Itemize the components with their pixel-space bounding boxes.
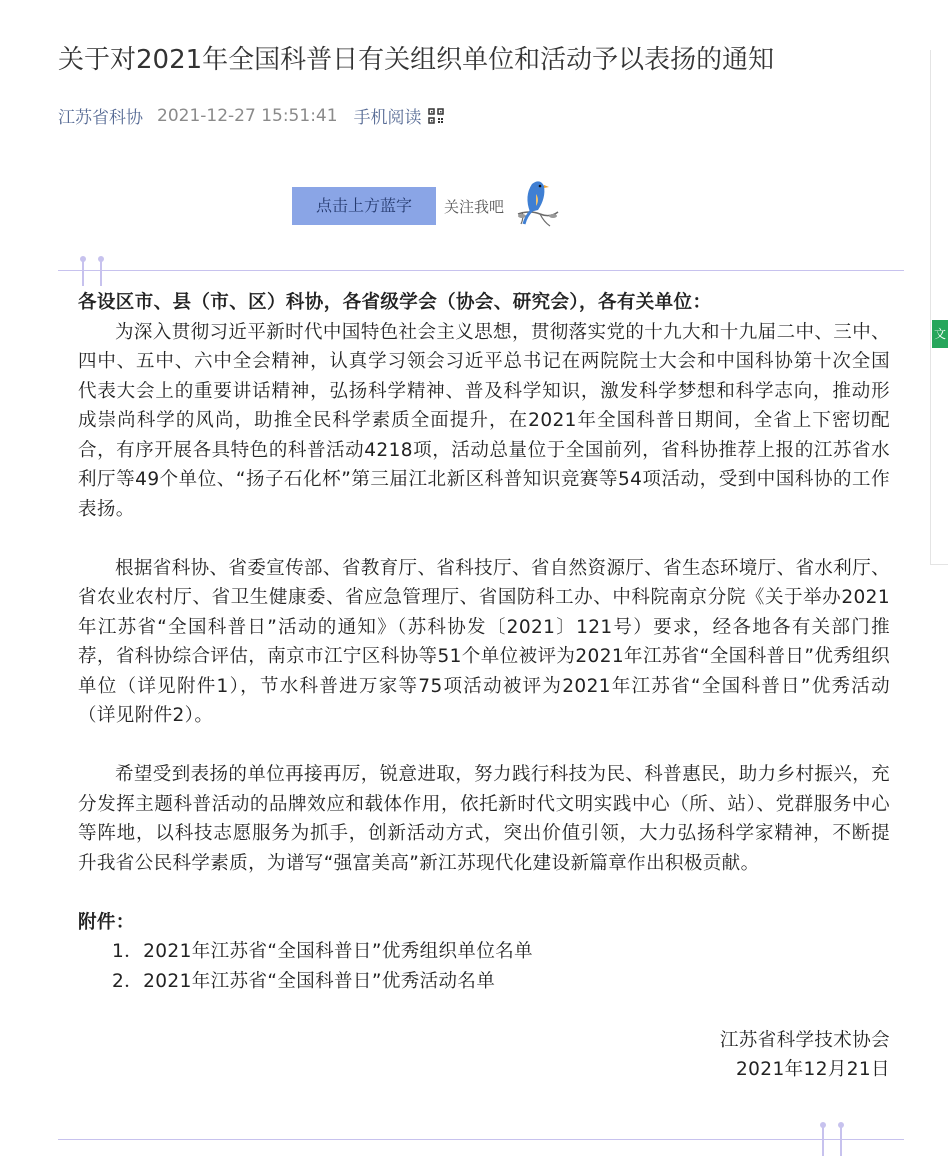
attachments-title: 附件： [78, 911, 135, 933]
follow-banner [292, 186, 560, 226]
author-link[interactable]: 江苏省科协 [58, 108, 143, 128]
bottom-pin-left [822, 1124, 824, 1156]
body-paragraph-2: 根据省科协、省委宣传部、省教育厅、省科技厅、省自然资源厅、省生态环境厅、省水利厅、省农业农村厅、省卫生健康委、省应急管理厅、省国防科工办、中科院南京分院《关于举办2021年江苏省“全国科普日”活动的通知》（苏科协发〔2021〕121号）要求，经各地各有关部门推荐，省科协综合评估，南京市江宁区科协等51个单位被评为2021年江苏省“全国科普日”优秀组织单位（详见附件1），节水科普进万家等75项活动被评为2021年江苏省“全国科普日”优秀活动（详见附件2）。 [78, 557, 890, 726]
bottom-pin-right [840, 1124, 842, 1156]
article-meta [58, 103, 444, 128]
bottom-divider [58, 1139, 904, 1140]
body-paragraph-3: 希望受到表扬的单位再接再厉，锐意进取，努力践行科技为民、科普惠民，助力乡村振兴，充分发挥主题科普活动的品牌效应和载体作用，依托新时代文明实践中心（所、站）、党群服务中心等阵地，以科技志愿服务为抓手，创新活动方式，突出价值引领，大力弘扬科学家精神，不断提升我省公民科学素质，为谱写“强富美高”新江苏现代化建设新篇章作出积极贡献。 [78, 764, 890, 874]
top-divider [58, 270, 904, 271]
follow-button[interactable]: 点击上方蓝字 [292, 187, 436, 225]
publish-datetime: 2021-12-27 15:51:41 [157, 105, 338, 126]
side-badge[interactable]: 文 [932, 320, 948, 348]
side-panel [930, 50, 948, 565]
body-paragraph-1: 为深入贯彻习近平新时代中国特色社会主义思想，贯彻落实党的十九大和十九届二中、三中、四中、五中、六中全会精神，认真学习领会习近平总书记在两院院士大会和中国科协第十次全国代表大会上的重要讲话精神，弘扬科学精神、普及科学知识，激发科学梦想和科学志向，推动形成崇尚科学的风尚，助推全民科学素质全面提升，在2021年全国科普日期间，全省上下密切配合，有序开展各具特色的科普活动4218项，活动总量位于全国前列，省科协推荐上报的江苏省水利厅等49个单位、“扬子石化杯”第三届江北新区科普知识竞赛等54项活动，受到中国科协的工作表扬。 [78, 321, 890, 520]
mobile-read-link[interactable]: 手机阅读 [353, 108, 422, 128]
signature-org: 江苏省科学技术协会 [719, 1029, 890, 1051]
follow-text: 关注我吧 [444, 197, 505, 216]
signature-date: 2021年12月21日 [735, 1059, 890, 1080]
salutation: 各设区市、县（市、区）科协，各省级学会（协会、研究会），各有关单位： [78, 292, 712, 313]
bird-icon [510, 176, 560, 232]
top-pin-left [82, 258, 84, 286]
qr-code-icon[interactable] [428, 108, 444, 124]
top-pin-right [100, 258, 102, 286]
article-title: 关于对2021年全国科普日有关组织单位和活动予以表扬的通知 [58, 45, 775, 75]
attachment-item-1: 1．2021年江苏省“全国科普日”优秀组织单位名单 [112, 941, 534, 962]
article-body [78, 288, 890, 1085]
attachment-item-2: 2．2021年江苏省“全国科普日”优秀活动名单 [112, 970, 496, 992]
